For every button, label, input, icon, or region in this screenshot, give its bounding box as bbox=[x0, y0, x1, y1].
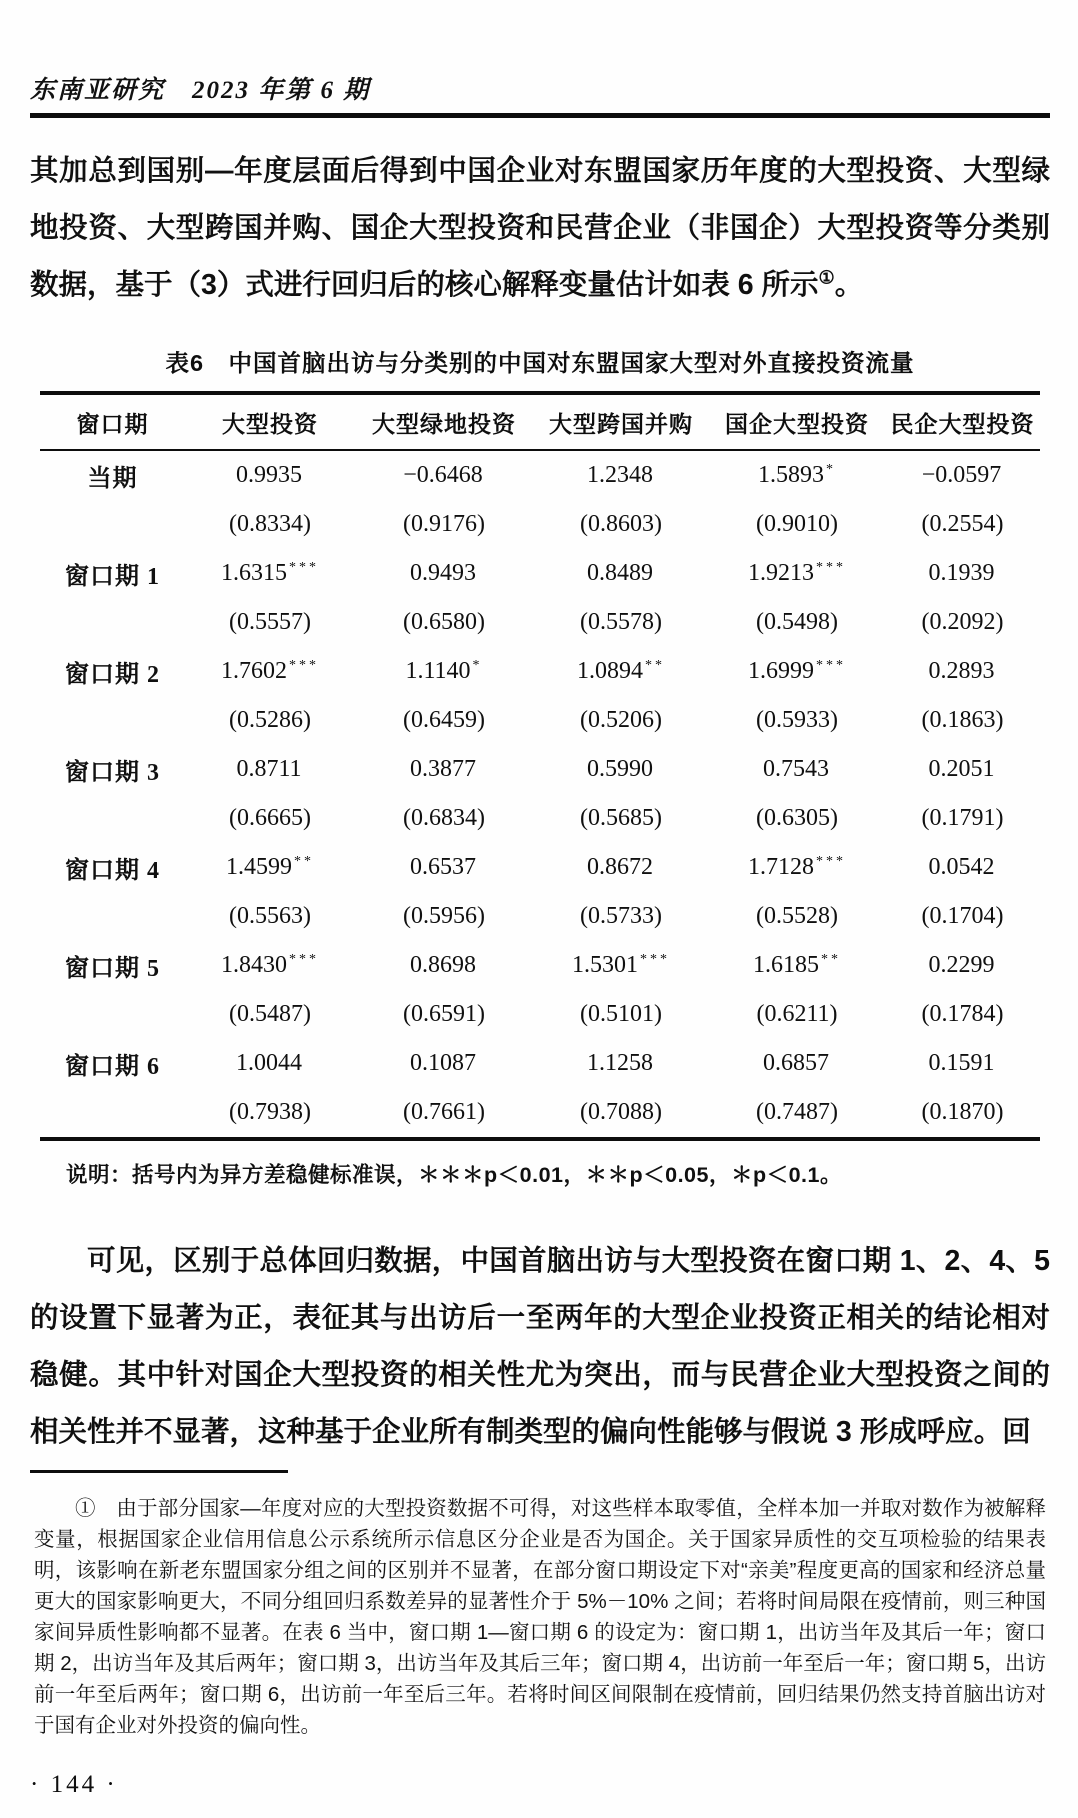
significance-stars: *** bbox=[816, 560, 846, 575]
coef-cell: 0.2051 bbox=[928, 756, 995, 782]
se-cell: (0.9176) bbox=[403, 511, 485, 537]
coef-cell: 0.7543 bbox=[763, 756, 829, 782]
table-row-coef bbox=[40, 1039, 1040, 1088]
coef-cell: 0.2893 bbox=[928, 658, 995, 684]
se-cell: (0.5578) bbox=[580, 609, 662, 635]
coef-cell: 0.6857 bbox=[763, 1050, 829, 1076]
table-row-coef bbox=[40, 549, 1040, 598]
coef-cell: 1.0044 bbox=[236, 1050, 302, 1076]
coef-cell: 1.5893 * bbox=[758, 462, 836, 488]
coef-cell: 0.0542 bbox=[928, 854, 995, 880]
table-row-se bbox=[40, 794, 1040, 843]
regression-table bbox=[40, 391, 1040, 1141]
coef-cell: −0.6468 bbox=[403, 462, 483, 488]
coef-cell: 1.8430 *** bbox=[221, 952, 319, 978]
se-cell: (0.1863) bbox=[921, 707, 1004, 733]
header-rule bbox=[30, 113, 1050, 118]
table-row-se bbox=[40, 598, 1040, 647]
row-label: 窗口期 3 bbox=[65, 760, 160, 786]
col-header-large-investment: 大型投资 bbox=[185, 393, 355, 450]
row-label-empty bbox=[40, 598, 185, 647]
paragraph-2: 可见，区别于总体回归数据，中国首脑出访与大型投资在窗口期 1、2、4、5 的设置下显著为正，表征其与出访后一至两年的大型企业投资正相关的结论相对稳健。其中针对国企大型投资的相关性尤为突出，而与民营企业大型投资之间的相关性并不显著，这种基于企业所有制类型的偏向性能够与假说 3 形成呼应。回 bbox=[30, 1245, 1050, 1448]
coef-cell: 1.1140 * bbox=[405, 658, 483, 684]
significance-stars: *** bbox=[289, 560, 319, 575]
se-cell: (0.6211) bbox=[756, 1001, 838, 1027]
significance-stars: *** bbox=[640, 952, 670, 967]
row-label: 窗口期 6 bbox=[65, 1054, 160, 1080]
coef-cell: 1.2348 bbox=[587, 462, 653, 488]
row-label-empty bbox=[40, 500, 185, 549]
se-cell: (0.1704) bbox=[921, 903, 1004, 929]
col-header-window: 窗口期 bbox=[40, 393, 185, 450]
se-cell: (0.7088) bbox=[580, 1099, 662, 1125]
se-cell: (0.5487) bbox=[229, 1001, 311, 1027]
se-cell: (0.7661) bbox=[403, 1099, 485, 1125]
table-row-se bbox=[40, 892, 1040, 941]
se-cell: (0.6834) bbox=[403, 805, 485, 831]
coef-cell: 1.6999 *** bbox=[748, 658, 846, 684]
se-cell: (0.6665) bbox=[229, 805, 311, 831]
se-cell: (0.5685) bbox=[580, 805, 662, 831]
se-cell: (0.5286) bbox=[229, 707, 311, 733]
coef-cell: 0.3877 bbox=[410, 756, 476, 782]
table-row-se bbox=[40, 1088, 1040, 1139]
se-cell: (0.2092) bbox=[921, 609, 1004, 635]
col-header-greenfield: 大型绿地投资 bbox=[355, 393, 533, 450]
row-label: 窗口期 2 bbox=[65, 662, 160, 688]
coef-cell: 0.5990 bbox=[587, 756, 653, 782]
col-header-private: 民企大型投资 bbox=[885, 393, 1040, 450]
significance-stars: *** bbox=[816, 658, 846, 673]
coef-cell: 1.9213 *** bbox=[748, 560, 846, 586]
row-label-empty bbox=[40, 794, 185, 843]
row-label-empty bbox=[40, 892, 185, 941]
table-row-coef bbox=[40, 450, 1040, 500]
coef-cell: 1.0894 ** bbox=[577, 658, 665, 684]
coef-cell: −0.0597 bbox=[921, 462, 1002, 488]
coef-cell: 1.1258 bbox=[587, 1050, 653, 1076]
significance-stars: * bbox=[826, 462, 836, 477]
coef-cell: 0.8672 bbox=[587, 854, 653, 880]
se-cell: (0.5933) bbox=[756, 707, 838, 733]
significance-stars: *** bbox=[289, 952, 319, 967]
row-label-empty bbox=[40, 1088, 185, 1139]
coef-cell: 0.8489 bbox=[587, 560, 653, 586]
table-header-row bbox=[40, 393, 1040, 450]
significance-stars: ** bbox=[645, 658, 665, 673]
coef-cell: 0.6537 bbox=[410, 854, 476, 880]
coef-cell: 0.2299 bbox=[928, 952, 995, 978]
paragraph-1-text: 其加总到国别—年度层面后得到中国企业对东盟国家历年度的大型投资、大型绿地投资、大型跨国并购、国企大型投资和民营企业（非国企）大型投资等分类别数据，基于（3）式进行回归后的核心解释变量估计如表 6 所示 bbox=[30, 155, 1050, 301]
se-cell: (0.5498) bbox=[756, 609, 838, 635]
se-cell: (0.1784) bbox=[921, 1001, 1004, 1027]
row-label: 窗口期 1 bbox=[65, 564, 160, 590]
coef-cell: 0.9493 bbox=[410, 560, 476, 586]
coef-cell: 0.8711 bbox=[236, 756, 302, 782]
se-cell: (0.8334) bbox=[229, 511, 311, 537]
se-cell: (0.5528) bbox=[756, 903, 838, 929]
table-row-coef bbox=[40, 745, 1040, 794]
coef-cell: 0.8698 bbox=[410, 952, 476, 978]
table-row-coef bbox=[40, 941, 1040, 990]
se-cell: (0.6591) bbox=[403, 1001, 485, 1027]
se-cell: (0.6580) bbox=[403, 609, 485, 635]
table-row-se bbox=[40, 696, 1040, 745]
se-cell: (0.5956) bbox=[403, 903, 485, 929]
se-cell: (0.5733) bbox=[580, 903, 662, 929]
table-note: 说明：括号内为异方差稳健标准误，＊＊＊p＜0.01，＊＊p＜0.05，＊p＜0.1。 bbox=[66, 1163, 842, 1187]
se-cell: (0.5557) bbox=[229, 609, 311, 635]
footnote-rule bbox=[30, 1470, 288, 1473]
page-number: · 144 · bbox=[30, 1770, 118, 1798]
table-row-se bbox=[40, 990, 1040, 1039]
se-cell: (0.8603) bbox=[580, 511, 662, 537]
coef-cell: 1.6185 ** bbox=[753, 952, 841, 978]
se-cell: (0.6459) bbox=[403, 707, 485, 733]
se-cell: (0.6305) bbox=[756, 805, 838, 831]
significance-stars: ** bbox=[294, 854, 314, 869]
coef-cell: 0.9935 bbox=[236, 462, 302, 488]
significance-stars: *** bbox=[816, 854, 846, 869]
coef-cell: 1.6315 *** bbox=[221, 560, 319, 586]
coef-cell: 0.1087 bbox=[410, 1050, 476, 1076]
table-row-se bbox=[40, 500, 1040, 549]
coef-cell: 1.5301 *** bbox=[572, 952, 670, 978]
significance-stars: ** bbox=[821, 952, 841, 967]
running-head: 东南亚研究 2023 年第 6 期 bbox=[30, 77, 371, 104]
row-label: 当期 bbox=[87, 466, 138, 492]
se-cell: (0.7487) bbox=[756, 1099, 838, 1125]
footnote-marker-1: ① bbox=[818, 267, 835, 288]
se-cell: (0.2554) bbox=[921, 511, 1004, 537]
se-cell: (0.7938) bbox=[229, 1099, 311, 1125]
coef-cell: 0.1591 bbox=[928, 1050, 995, 1076]
row-label-empty bbox=[40, 990, 185, 1039]
paragraph-1 bbox=[30, 143, 1050, 314]
col-header-soe: 国企大型投资 bbox=[709, 393, 885, 450]
se-cell: (0.9010) bbox=[756, 511, 838, 537]
coef-cell: 1.7602 *** bbox=[221, 658, 319, 684]
se-cell: (0.1870) bbox=[921, 1099, 1004, 1125]
se-cell: (0.5206) bbox=[580, 707, 662, 733]
row-label-empty bbox=[40, 696, 185, 745]
se-cell: (0.5563) bbox=[229, 903, 311, 929]
significance-stars: *** bbox=[289, 658, 319, 673]
se-cell: (0.5101) bbox=[580, 1001, 662, 1027]
coef-cell: 1.4599 ** bbox=[226, 854, 314, 880]
paragraph-1-end: 。 bbox=[834, 269, 864, 301]
significance-stars: * bbox=[472, 658, 483, 673]
row-label: 窗口期 4 bbox=[65, 858, 160, 884]
row-label: 窗口期 5 bbox=[65, 956, 160, 982]
coef-cell: 1.7128 *** bbox=[748, 854, 846, 880]
table-row-coef bbox=[40, 843, 1040, 892]
table-title: 表6 中国首脑出访与分类别的中国对东盟国家大型对外直接投资流量 bbox=[165, 350, 915, 376]
footnote-text: ① 由于部分国家—年度对应的大型投资数据不可得，对这些样本取零值，全样本加一并取对数作为被解释变量，根据国家企业信用信息公示系统所示信息区分企业是否为国企。关于国家异质性的交互项检验的结果表明，该影响在新老东盟国家分组之间的区别并不显著，在部分窗口期设定下对“亲美”程度更高的国家和经济总量更大的国家影响更大，不同分组回归系数差异的显著性介于 5%－10% 之间；若将时间局限在疫情前，则三种国家间异质性影响都不显著。在表 6 当中，窗口期 1—窗口期 6 的设定为：窗口期 1，出访当年及其后一年；窗口期 2，出访当年及其后两年；窗口期 3，出访当年及其后三年；窗口期 4，出访前一年至后一年；窗口期 5，出访前一年至后两年；窗口期 6，出访前一年至后三年。若将时间区间限制在疫情前，回归结果仍然支持首脑出访对于国有企业对外投资的偏向性。 bbox=[34, 1496, 1046, 1737]
se-cell: (0.1791) bbox=[921, 805, 1004, 831]
table-row-coef bbox=[40, 647, 1040, 696]
col-header-mna: 大型跨国并购 bbox=[533, 393, 709, 450]
coef-cell: 0.1939 bbox=[928, 560, 995, 586]
